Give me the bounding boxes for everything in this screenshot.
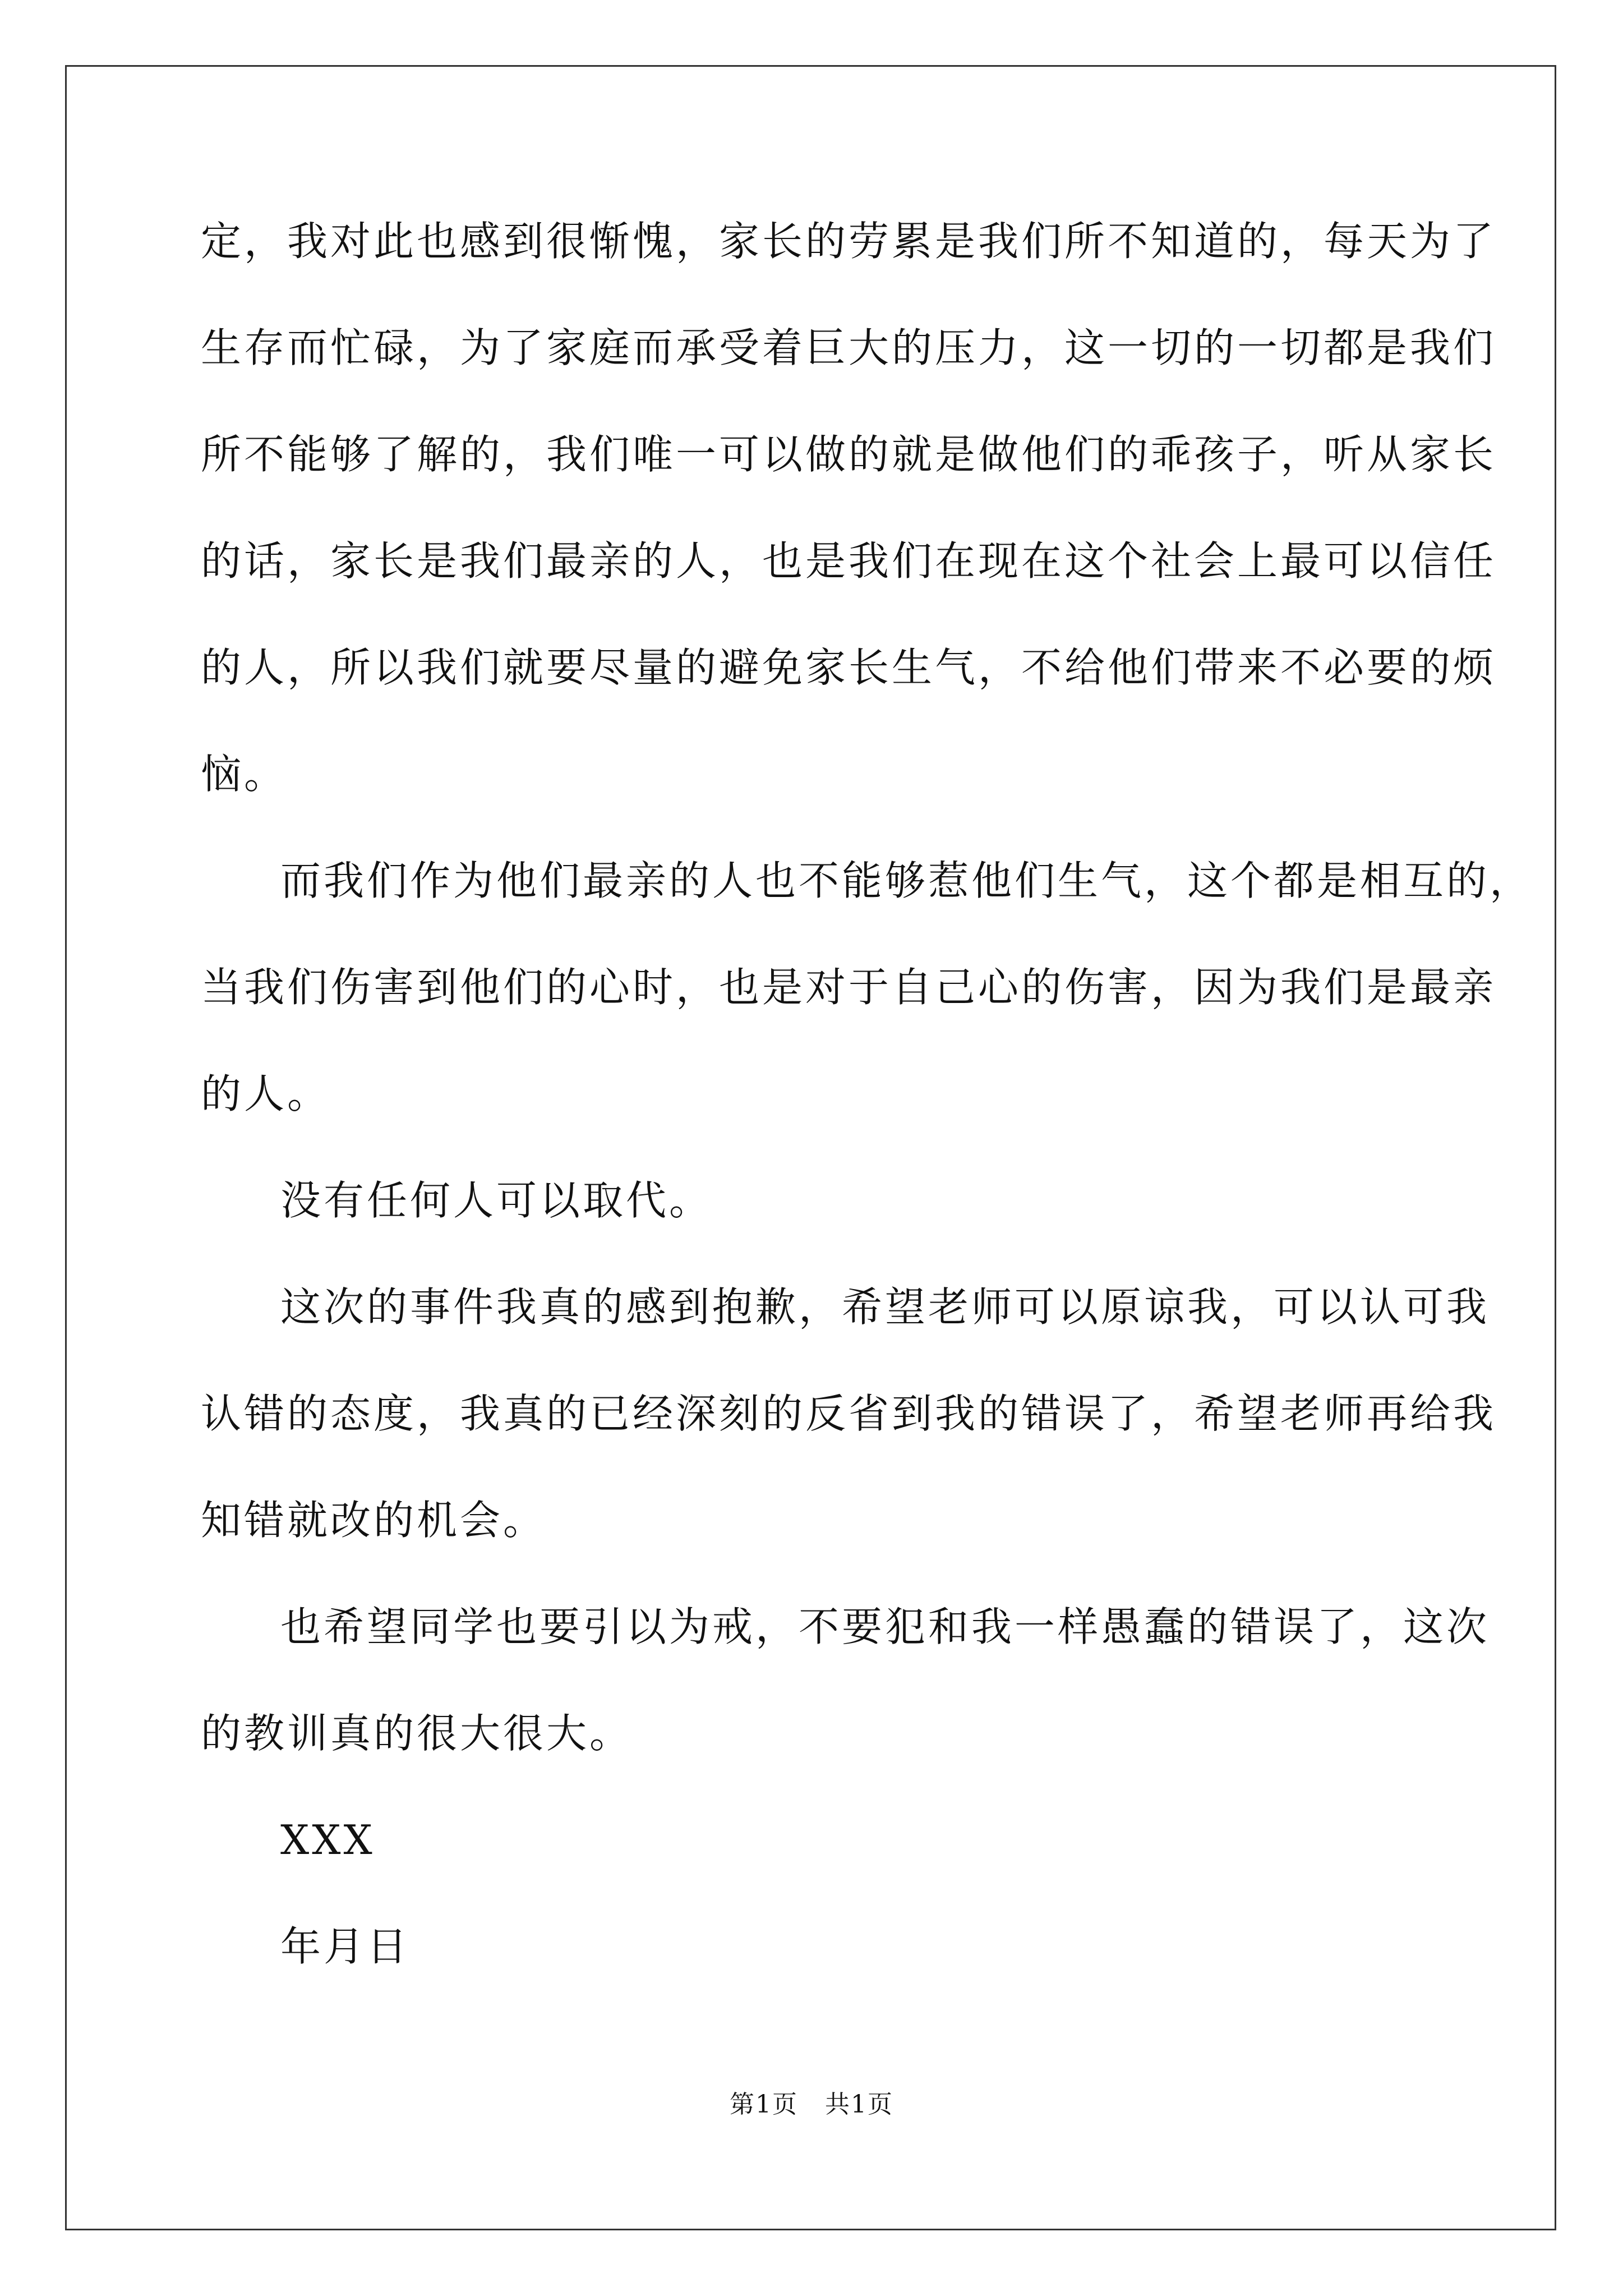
paragraph-first-line: 而我们作为他们最亲的人也不能够惹他们生气，这个都是相互的，	[280, 857, 1533, 904]
paragraph-first-line: 没有任何人可以取代。	[280, 1177, 713, 1224]
body-text-line: 的人，所以我们就要尽量的避免家长生气，不给他们带来不必要的烦	[201, 644, 1497, 691]
paragraph-first-line: 这次的事件我真的感到抱歉，希望老师可以原谅我，可以认可我	[280, 1283, 1490, 1331]
body-text-line: 当我们伤害到他们的心时，也是对于自己心的伤害，因为我们是最亲	[201, 964, 1497, 1011]
body-text-line: 生存而忙碌，为了家庭而承受着巨大的压力，这一切的一切都是我们	[201, 324, 1497, 371]
body-text-line: 知错就改的机会。	[201, 1497, 547, 1544]
body-text-line: 的人。	[201, 1070, 331, 1117]
paragraph-first-line: 也希望同学也要引以为戒，不要犯和我一样愚蠢的错误了，这次	[280, 1603, 1490, 1650]
body-text-line: 所不能够了解的，我们唯一可以做的就是做他们的乖孩子，听从家长	[201, 431, 1497, 478]
body-text-line: 的教训真的很大很大。	[201, 1710, 633, 1757]
body-text-line: 恼。	[201, 751, 288, 798]
body-text-line: 定，我对此也感到很惭愧，家长的劳累是我们所不知道的，每天为了	[201, 218, 1497, 265]
signature-name: XXX	[280, 1816, 375, 1864]
page-footer	[0, 2088, 1623, 2122]
signature-date: 年月日	[280, 1923, 411, 1970]
page-number-total: 共1页	[825, 2090, 893, 2119]
page-border	[65, 65, 1556, 2230]
body-text-line: 的话，家长是我们最亲的人，也是我们在现在这个社会上最可以信任	[201, 537, 1497, 585]
body-text-line: 认错的态度，我真的已经深刻的反省到我的错误了，希望老师再给我	[201, 1390, 1497, 1437]
page-number-current: 第1页	[730, 2090, 798, 2119]
